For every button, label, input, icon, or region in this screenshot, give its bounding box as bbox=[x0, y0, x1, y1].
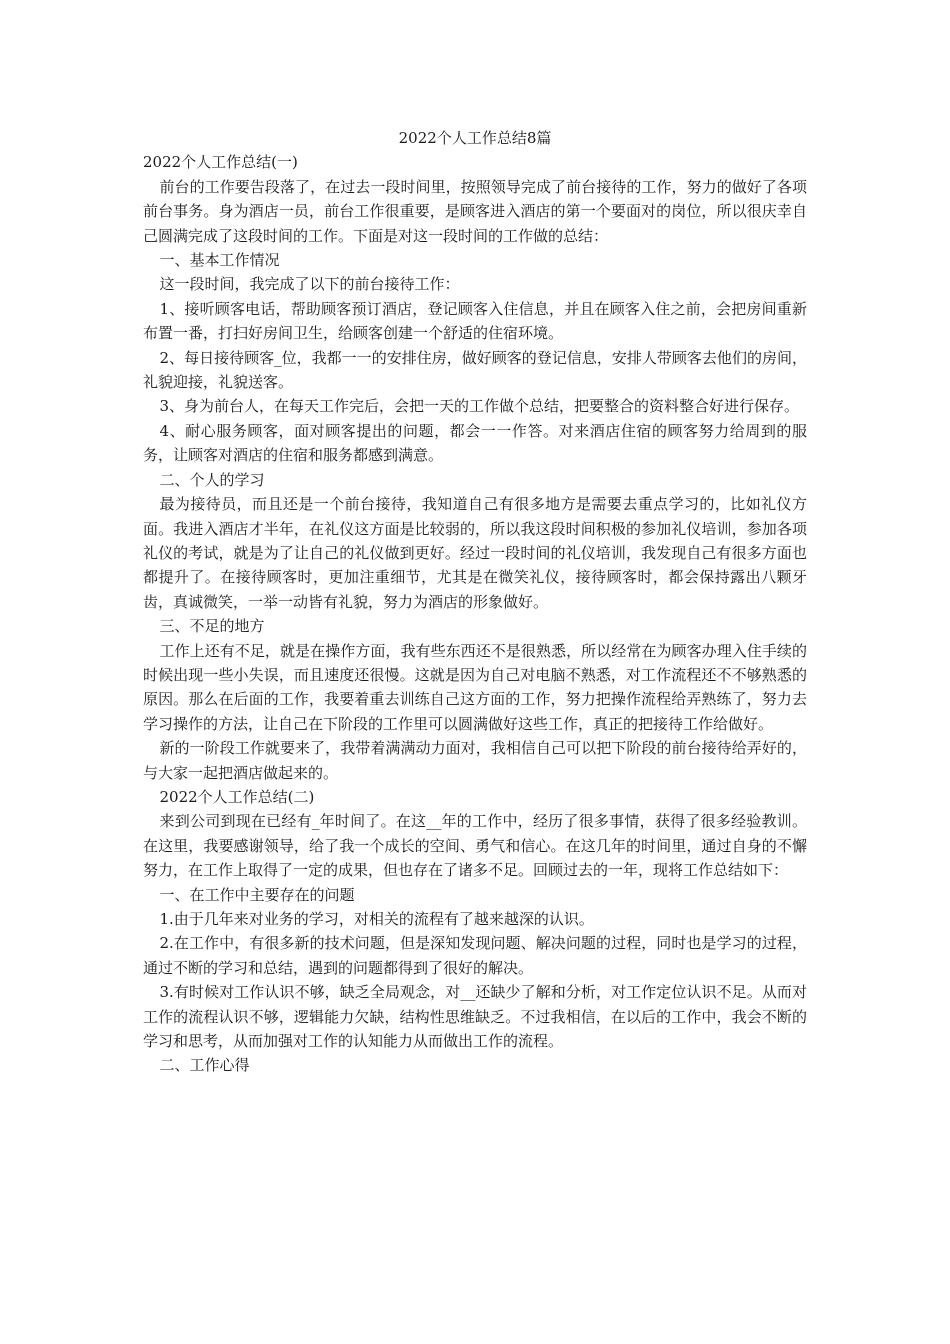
section-heading: 一、在工作中主要存在的问题 bbox=[159, 885, 355, 904]
section-heading: 三、不足的地方 bbox=[159, 617, 265, 636]
section-heading: 二、工作心得 bbox=[159, 1056, 250, 1075]
section-2-title: 2022个人工作总结(二) bbox=[159, 787, 315, 806]
paragraph: 新的一阶段工作就要来了，我带着满满动力面对，我相信自己可以把下阶段的前台接待给弄好的，与大家一起把酒店做起来的。 bbox=[143, 739, 807, 782]
paragraph: 来到公司到现在已经有_年时间了。在这__年的工作中，经历了很多事情，获得了很多经验教训。在这里，我要感谢领导，给了我一个成长的空间、勇气和信心。在这几年的时间里，通过自身的不懈努力，在工作上取得了一定的成果，但也存在了诸多不足。回顾过去的一年，现将工作总结如下： bbox=[143, 812, 807, 880]
list-item: 1、接听顾客电话，帮助顾客预订酒店，登记顾客入住信息，并且在顾客入住之前，会把房间重新布置一番，打扫好房间卫生，给顾客创建一个舒适的住宿环境。 bbox=[143, 299, 807, 343]
paragraph: 这一段时间，我完成了以下的前台接待工作： bbox=[159, 275, 460, 294]
paragraph: 前台的工作要告段落了，在过去一段时间里，按照领导完成了前台接待的工作，努力的做好了各项前台事务。身为酒店一员，前台工作很重要，是顾客进入酒店的第一个要面对的岗位，所以很庆幸自己圆满完成了这段时间的工作。下面是对这一段时间的工作做的总结： bbox=[143, 177, 807, 245]
document-title: 2022个人工作总结8篇 bbox=[398, 129, 552, 147]
list-item: 2.在工作中，有很多新的技术问题，但是深知发现问题、解决问题的过程，同时也是学习的过程，通过不断的学习和总结，遇到的问题都得到了很好的解决。 bbox=[143, 934, 807, 977]
paragraph: 最为接待员，而且还是一个前台接待，我知道自己有很多地方是需要去重点学习的，比如礼仪方面。我进入酒店才半年，在礼仪这方面是比较弱的，所以我这段时间积极的参加礼仪培训，参加各项礼仪的考试，就是为了让自己的礼仪做到更好。经过一段时间的礼仪培训，我发现自己有很多方面也都提升了。在接待顾客时，更加注重细节，尤其是在微笑礼仪，接待顾客时，都会保持露出八颗牙齿，真诚微笑，一举一动皆有礼貌，努力为酒店的形象做好。 bbox=[143, 495, 807, 611]
list-item: 2、每日接待顾客_位，我都一一的安排住房，做好顾客的登记信息，安排人带顾客去他们的房间，礼貌迎接，礼貌送客。 bbox=[143, 348, 807, 392]
paragraph: 工作上还有不足，就是在操作方面，我有些东西还不是很熟悉，所以经常在为顾客办理入住手续的时候出现一些小失误，而且速度还很慢。这就是因为自己对电脑不熟悉，对工作流程还不不够熟悉的原因。那么在后面的工作，我要着重去训练自己这方面的工作，努力把操作流程给弄熟练了，努力去学习操作的方法，让自己在下阶段的工作里可以圆满做好这些工作，真正的把接待工作给做好。 bbox=[143, 641, 807, 733]
list-item: 1.由于几年来对业务的学习，对相关的流程有了越来越深的认识。 bbox=[159, 910, 594, 928]
section-1-title: 2022个人工作总结(一) bbox=[143, 153, 298, 172]
list-item: 3.有时候对工作认识不够，缺乏全局观念，对__还缺少了解和分析，对工作定位认识不足。从而对工作的流程认识不够，逻辑能力欠缺，结构性思维缺乏。不过我相信，在以后的工作中，我会不断的学习和思考，从而加强对工作的认知能力从而做出工作的流程。 bbox=[143, 983, 807, 1051]
list-item: 3、身为前台人，在每天工作完后，会把一天的工作做个总结，把要整合的资料整合好进行保存。 bbox=[159, 397, 800, 416]
section-heading: 二、个人的学习 bbox=[159, 470, 265, 489]
list-item: 4、耐心服务顾客，面对顾客提出的问题，都会一一作答。对来酒店住宿的顾客努力给周到的服务，让顾客对酒店的住宿和服务都感到满意。 bbox=[143, 421, 807, 465]
section-heading: 一、基本工作情况 bbox=[159, 251, 280, 270]
document-body bbox=[143, 126, 807, 1078]
